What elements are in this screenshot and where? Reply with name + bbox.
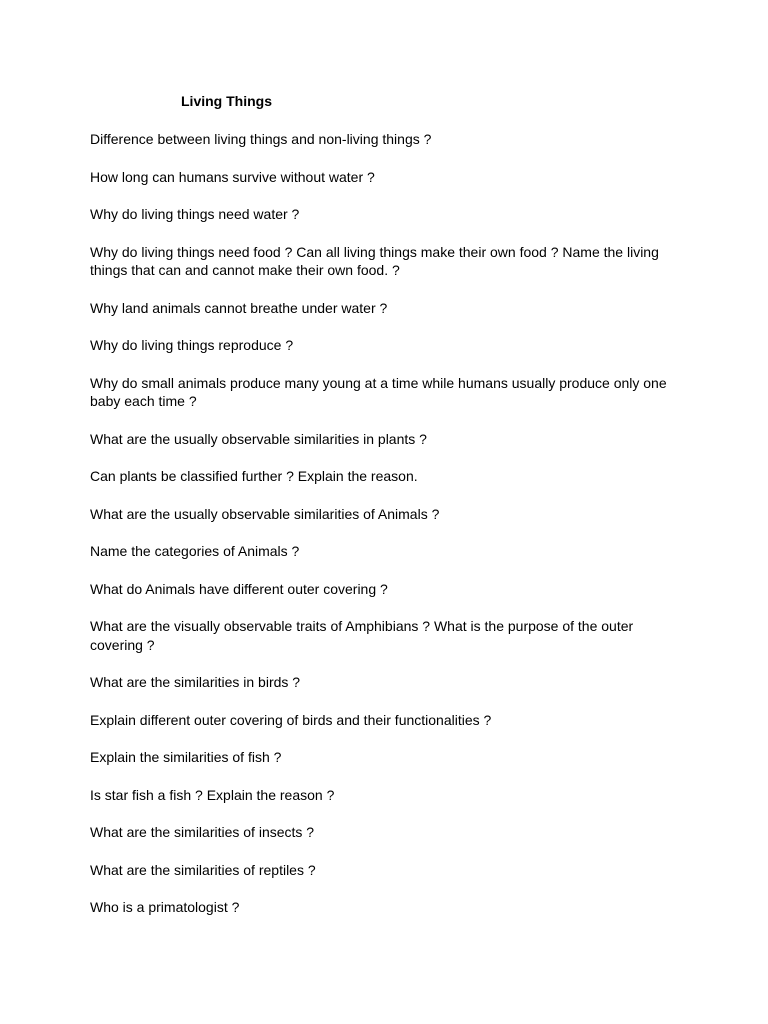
question-item: Explain different outer covering of birds and their functionalities ? <box>90 711 492 728</box>
question-item: What are the visually observable traits of Amphibians ? What is the purpose of the outer covering ? <box>90 618 634 653</box>
question-item: How long can humans survive without water ? <box>90 168 375 185</box>
question-item: Why do small animals produce many young at a time while humans usually produce only one baby each time ? <box>90 374 667 409</box>
document-title: Living Things <box>181 93 272 109</box>
question-item: What are the similarities of insects ? <box>90 824 315 840</box>
question-item: Why do living things reproduce ? <box>90 337 294 353</box>
question-item: Who is a primatologist ? <box>90 899 240 915</box>
question-item: Is star fish a fish ? Explain the reason ? <box>90 786 335 803</box>
question-item: Difference between living things and non-living things ? <box>90 131 432 147</box>
question-item: What are the usually observable similarities in plants ? <box>90 430 427 447</box>
question-item: Can plants be classified further ? Explain the reason. <box>90 468 418 484</box>
question-list <box>90 130 680 936</box>
question-item: Why land animals cannot breathe under water ? <box>90 299 388 316</box>
question-item: What are the similarities of reptiles ? <box>90 861 316 878</box>
question-item: Explain the similarities of fish ? <box>90 749 282 765</box>
question-item: Why do living things need water ? <box>90 206 300 222</box>
question-item: Name the categories of Animals ? <box>90 543 300 559</box>
question-item: Why do living things need food ? Can all living things make their own food ? Name the living things that can and cannot make their own food. ? <box>90 243 659 278</box>
question-item: What do Animals have different outer covering ? <box>90 580 388 597</box>
question-item: What are the usually observable similarities of Animals ? <box>90 505 440 522</box>
question-item: What are the similarities in birds ? <box>90 674 301 690</box>
